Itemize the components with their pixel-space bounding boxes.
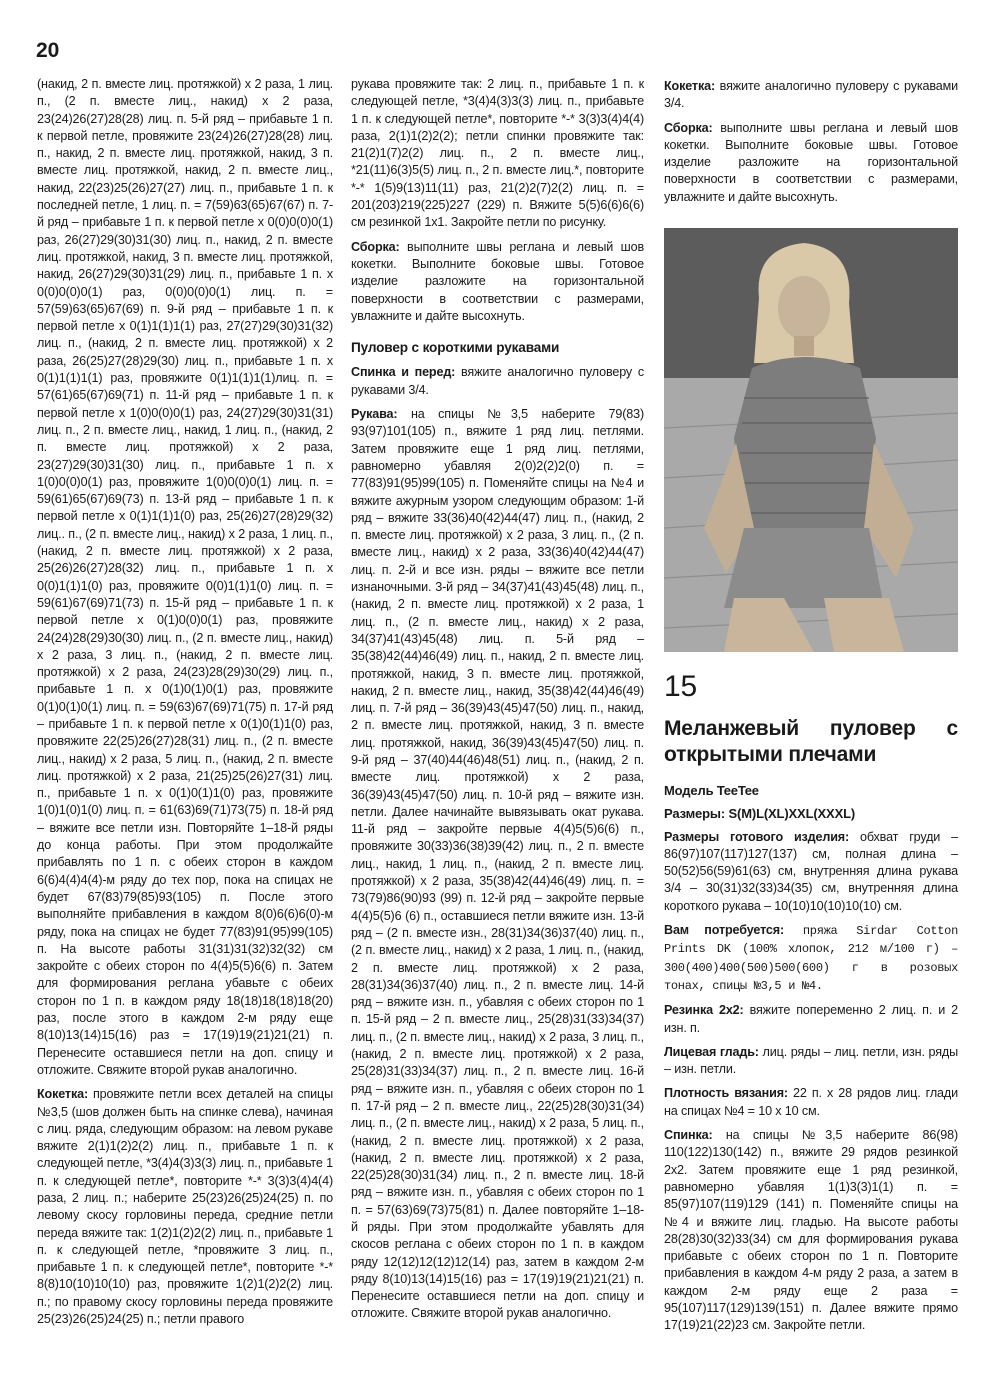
rib-label: Резинка 2х2: [664, 1003, 744, 1018]
page-number: 20 [36, 39, 60, 62]
pattern-number: 15 [664, 670, 698, 703]
assembly-text: выполните швы реглана и левый шов кокетки. Выполните боковые швы. Готовое изделие разложите на горизонтальной поверхности в соответствии с размерами, увлажните и дайте высохнуть. [351, 239, 644, 323]
back-front-text: вяжите аналогично пуловеру с рукавами 3/4. [351, 365, 645, 397]
col2-paragraph-3 [351, 364, 644, 399]
yoke-label-2: Кокетка: [664, 79, 715, 93]
gauge-label: Плотность вязания: [664, 1086, 788, 1101]
finished-size-text: обхват груди – 86(97)107(117)127(137) см, полная длина – 50(52)56(59)61(63) см, внутренняя длина рукава 3/4 – 30(31)32(33)34(35) см, внутренняя длина короткого рукава – 10(10)10(10)10(10) см. [664, 829, 958, 913]
rib-text: вяжите попеременно 2 лиц. п. и 2 изн. п. [664, 1003, 958, 1035]
col3-paragraph-7 [664, 1085, 958, 1120]
col3-paragraph-3 [664, 829, 958, 915]
assembly-label-2: Сборка: [664, 120, 713, 135]
col2-paragraph-4 [351, 406, 644, 1323]
sleeves-text: на спицы №3,5 наберите 79(83) 93(97)101(105) п., вяжите 1 ряд лиц. петлями. Затем провяжите еще 1 ряд лиц. петлями, равномерно убавляя 2(0)2(2)2(0) п. = 77(83)91(95)99(105) п. Поменяйте спицы на №4 и вяжите ажурным узором следующим образом: 1-й ряд – вяжите 33(36)40(42)44(47) лиц. п., (накид, 2 п. вместе лиц. протяжкой) х 2 раза, 3 лиц. п., (2 п. вместе лиц., накид) х 2 раза, 33(36)40(42)44(47) лиц. п. 2-й и все изн. ряды – вяжите все петли изнаночными. 3-й ряд – 34(37)41(43)45(48) лиц. п., (накид, 2 п. вместе лиц. протяжкой) х 2 раза, 1 лиц. п., (2 п. вместе лиц., накид) х 2 раза, 34(37)41(43)45(48) лиц. п. 5-й ряд – 35(38)42(44)46(49) лиц. п., накид, 2 п. вместе лиц. протяжкой, накид, 3 п. вместе лиц. протяжкой, накид, 2 п. вместе лиц., накид, 35(38)42(44)46(49) лиц. п. 7-й ряд – 36(39)43(45)47(50) лиц. п., накид, 2 п. вместе лиц. протяжкой, накид, 3 п. вместе лиц. протяжкой, накид, 36(39)43(45)47(50) лиц. п. 9-й ряд – 37(40)44(46)48(51) лиц. п., (накид, 2 п. вместе лиц. протяжкой) х 2 раза, 36(39)43(45)47(50) лиц. п. 10-й ряд – вяжите изн. петли. Далее начинайте вывязывать окат рукава. 11-й ряд – закройте первые 4(4)5(5)6(6) п., провяжите 30(33)36(38)39(42) лиц. п., 2 п. вместе лиц., накид, 1 лиц. п., (накид, 2 п. вместе лиц. протяжкой) х 2 раза, 35(38)42(44)46(49) лиц. п. = 73(79)86(90)93 (99) п. 12-й ряд – закройте первые 4(4)5(5)6 (6) п., оставшиеся петли вяжите изн. 13-й ряд – (2 п. вместе изн., 28(31)34(36)37(40) лиц. п., (2 п. вместе лиц., накид) х 2 раза, 1 лиц. п., (накид, 2 п. вместе лиц. протяжкой) х 2 раза, 28(31)34(36)37(40) лиц. п., 2 п. вместе лиц. 14-й ряд – вяжите изн. п., убавляя с обеих сторон по 1 п. 15-й ряд – 2 п. вместе лиц., 25(28)31(33)34(37) лиц. п., (2 п. вместе лиц., накид) х 2 раза, 3 лиц. п., (накид, 2 п. вместе лиц. протяжкой) х 2 раза, 25(28)31(33)34(37) лиц. п., 2 п. вместе лиц. 16-й ряд – вяжите изн. п., убавляя с обеих сторон по 1 п. 17-й ряд – 2 п. вместе лиц., 22(25)28(30)31(34) лиц. п., (2 п. вместе лиц., накид) х 2 раза, 5 лиц. п., (накид, 2 п. вместе лиц. протяжкой) х 2 раза, (накид, 2 п. вместе лиц. протяжкой) х 2 раза, 22(25)28(30)31(34) лиц. п., 2 п. вместе лиц. 18-й ряд – вяжите изн. п., убавляя с обеих сторон по 1 п. = 57(63)69(73)75(81) п. Далее повторяйте 1–18-й ряды. При этом продолжайте убавлять для скосов реглана с обеих сторон по 1 п. в каждом ряду 12(12)12(12)12(14) раз, затем в каждом 2-м ряду 8(10)13(14)15(16) раз = 17(19)19(21)21(21) п. Перенесите оставшиеся петли на доп. спицу и отложите. Свяжите второй рукав аналогично. [351, 407, 644, 1321]
materials-label: Вам потребуется: [664, 923, 785, 938]
back-label: Спинка: [664, 1128, 713, 1143]
yoke-label: Кокетка: [37, 1087, 88, 1102]
materials-text: пряжа Sirdar Cotton Prints DK (100% хлопок, 212 м/100 г) – 300(400)400(500)500(600) г в розовых тонах, спицы №3,5 и №4. [664, 924, 958, 993]
column-1 [37, 76, 333, 1335]
back-text: на спицы №3,5 наберите 86(98) 110(122)130(142) п., вяжите 29 рядов резинкой 2х2. Затем провяжите еще 1 ряд резинкой, равномерно убавляя 1(1)3(3)1(1) п. = 85(97)107(119)129 (141) п. Поменяйте спицы на №4 и вяжите лиц. гладью. На высоте работы 28(28)30(32)33(34) см для формирования рукава прибавьте с обеих сторон по 1 п. Повторите прибавления в каждом 4-м ряду 2 раза, а затем в каждом 2-м ряду еще 2 раза = 95(107)117(129)139(151) п. Далее вяжите прямо 17(19)21(22)23 см. Закройте петли. [664, 1128, 958, 1333]
stockinette-text: лиц. ряды – лиц. петли, изн. ряды – изн. петли. [664, 1044, 958, 1077]
finished-size-label: Размеры готового изделия: [664, 829, 850, 844]
col3-paragraph-6 [664, 1044, 958, 1079]
sleeves-label: Рукава: [351, 407, 398, 422]
assembly-text-2: выполните швы реглана и левый шов кокетки. Выполните боковые швы. Готовое изделие разложите на горизонтальной поверхности в соответствии с размерами, увлажните и дайте высохнуть. [664, 120, 958, 204]
yoke-text: провяжите петли всех деталей на спицы №3,5 (шов должен быть на спинке слева), начиная с лиц. ряда, следующим образом: на левом рукаве вяжите 2(1)1(2)2(2) лиц. п., прибавьте 1 п. к следующей петле, *3(4)4(3)3(3) лиц. п., прибавьте 1 п. к следующей петле*, повторите *-* 3(3)3(4)4(4) раза, 2 лиц. п.; наберите 25(23)26(25)24(25) п. по левому скосу горловины переда, средние петли переда вяжите так: 1(2)1(2)2(2) лиц. п., прибавьте 1 п. к следующей петле, *провяжите 3 лиц. п., прибавьте 1 п. к следующей петле*, повторите *-* 8(8)10(10)10(10) раз, провяжите 1(2)1(2)2(2) лиц. п.; по правому скосу горловины переда провяжите 25(23)26(25)24(25) п.; петли правого [37, 1087, 333, 1327]
col1-paragraph-1: (накид, 2 п. вместе лиц. протяжкой) х 2 раза, 1 лиц. п., (2 п. вместе лиц., накид) х 2 раза, 23(24)26(27)28(28) лиц. п. 5-й ряд – прибавьте 1 п. к первой петле, провяжите 23(24)26(27)28(28) лиц. п., накид, 2 п. вместе лиц. протяжкой, накид, 3 п. вместе лиц. протяжкой, накид, 2 п. вместе лиц., накид, 22(23)25(26)27(27) лиц. п., прибавьте 1 п. к последней петле, 1 лиц. п. = 7(59)63(65)67(67) п. 7-й ряд – прибавьте 1 п. к первой петле х 0(0)0(0)0(1) раз, 26(27)29(30)31(30) лиц. п., накид, 2 п. вместе лиц. протяжкой, накид, 3 п. вместе лиц. протяжкой, накид, 26(27)29(30)31(29) лиц. п., прибавьте 1 п. х 0(0)0(0)0(1) раз, 0(0)0(0)0(1) лиц. п. = 57(59)63(65)67(69) п. 9-й ряд – прибавьте 1 п. к первой петле х 0(1)1(1)1(1) раз, 27(27)29(30)31(32) лиц. п., (накид, 2 п. вместе лиц. протяжкой) х 2 раза, 26(25)27(28)29(30) лиц. п., прибавьте 1 п. х 0(1)1(1)1(1) раз, провяжите 0(1)1(1)1(1)лиц. п. = 57(61)65(67)69(71) п. 11-й ряд – прибавьте 1 п. к первой петле х 1(0)0(0)0(1) раз, 24(27)29(30)31(31) лиц. п., 2 п. вместе лиц., накид, 1 лиц. п., (накид, 2 п. вместе лиц. протяжкой) х 2 раза, 23(27)29(30)31(30) лиц. п., прибавьте 1 п. х 1(0)0(0)0(1) раз, провяжите 1(0)0(0)0(1) лиц. п. = 59(61)65(67)69(73) п. 13-й ряд – прибавьте 1 п. к первой петле х 0(1)1(1)1(0) раз, 25(26)27(28)29(32) лиц.. п., (2 п. вместе лиц., накид) х 2 раза, 1 лиц. п., (накид, 2 п. вместе лиц. протяжкой) х 2 раза, 25(26)26(27)28(32) лиц. п., прибавьте 1 п. х 0(0)1(1)1(0) раз, провяжите 0(0)1(1)1(0) лиц. п. = 59(61)67(69)71(73) п. 15-й ряд – прибавьте 1 п. к первой петле х 0(1)0(0)0(1) раз, провяжите 24(24)28(29)30(30) лиц. п., (2 п. вместе лиц., накид) х 2 раза, 3 лиц. п., (накид, 2 п. вместе лиц. протяжкой) х 2 раза, 24(23)28(29)30(29) лиц. п., прибавьте 1 п. х 0(1)0(1)0(1) раз, провяжите 0(1)0(1)0(1) лиц. п. = 59(63)67(69)71(75) п. 17-й ряд – прибавьте 1 п. к первой петле х 0(1)0(1)1(0) раз, провяжите 22(25)26(27)28(31) лиц. п., (2 п. вместе лиц., накид) х 2 раза, 5 лиц. п., (накид, 2 п. вместе лиц. протяжкой) х 2 раза, 21(25)25(26)27(31) лиц. п., прибавьте 1 п. х 0(1)0(1)1(0) раз, провяжите 1(0)1(0)1(0) лиц. п. = 61(63)69(71)73(75) п. 18-й ряд – вяжите все петли изн. Повторяйте 1–18-й ряды до конца работы. При этом продолжайте прибавлять по 1 п. с обеих сторон в каждом 6(6)4(4)4(4)-м ряду до тех пор, пока на спицах не будет 67(83)79(85)93(105) п. После этого выполняйте прибавления в каждом 8(0)6(6)6(0)-м ряду, пока на спицах не будет 77(83)91(95)99(105) п. На высоте работы 31(31)31(32)32(32) см закройте с обеих сторон по 4(4)5(5)6(6) п. Затем для формирования реглана убавьте с обеих сторон по 1 п. в каждом ряду 18(18)18(18)18(20) раз, после этого в каждом 2-м ряду еще 8(10)13(14)15(16) раз = 17(19)19(21)21(21) п. Перенесите оставшиеся петли на доп. спицу и отложите. Свяжите второй рукав аналогично. [37, 77, 333, 1077]
column-2 [351, 76, 644, 1330]
short-sleeve-heading: Пуловер с короткими рукавами [351, 340, 560, 356]
model-name: Модель TeeTee [664, 783, 759, 798]
col2-paragraph-1: рукава провяжите так: 2 лиц. п., прибавьте 1 п. к следующей петле, *3(4)4(3)3(3) лиц. п., прибавьте 1 п. к следующей петле*, повторите *-* 3(3)3(4)4(4) раза, 2(1)1(2)2(2); петли спинки провяжите так: 21(2)1(7)2(2) лиц. п., 2 п. вместе лиц., *21(11)6(3)5(5) лиц. п., 2 п. вместе лиц.*, повторите *-* 1(5)9(13)11(11) раз, 21(2)2(7)2(2) лиц. п. = 201(203)219(225)227 (229) п. Вяжите 5(5)6(6)6(6) см резинкой 1х1. Закройте петли по рисунку. [351, 77, 644, 230]
col3-paragraph-8 [664, 1127, 958, 1335]
sizes: Размеры: S(M)L(XL)XXL(XXXL) [664, 806, 856, 822]
gauge-text: 22 п. х 28 рядов лиц. глади на спицах №4 = 10 х 10 см. [664, 1086, 958, 1118]
col2-paragraph-2 [351, 239, 644, 325]
col3-paragraph-4 [664, 922, 958, 995]
pattern-title: Меланжевый пуловер с открытыми плечами [664, 717, 958, 766]
col3-paragraph-1 [664, 78, 958, 113]
col1-paragraph-2 [37, 1086, 333, 1328]
col3-paragraph-2 [664, 120, 958, 206]
model-photo-illustration [664, 228, 958, 652]
col3-paragraph-5 [664, 1002, 958, 1037]
assembly-label: Сборка: [351, 239, 400, 254]
column-3-bottom [664, 672, 958, 1342]
yoke-text-2: вяжите аналогично пуловеру с рукавами 3/4. [664, 79, 958, 111]
column-3-top [664, 78, 958, 213]
back-front-label: Спинка и перед: [351, 365, 456, 380]
stockinette-label: Лицевая гладь: [664, 1044, 759, 1059]
model-photo [664, 228, 958, 652]
